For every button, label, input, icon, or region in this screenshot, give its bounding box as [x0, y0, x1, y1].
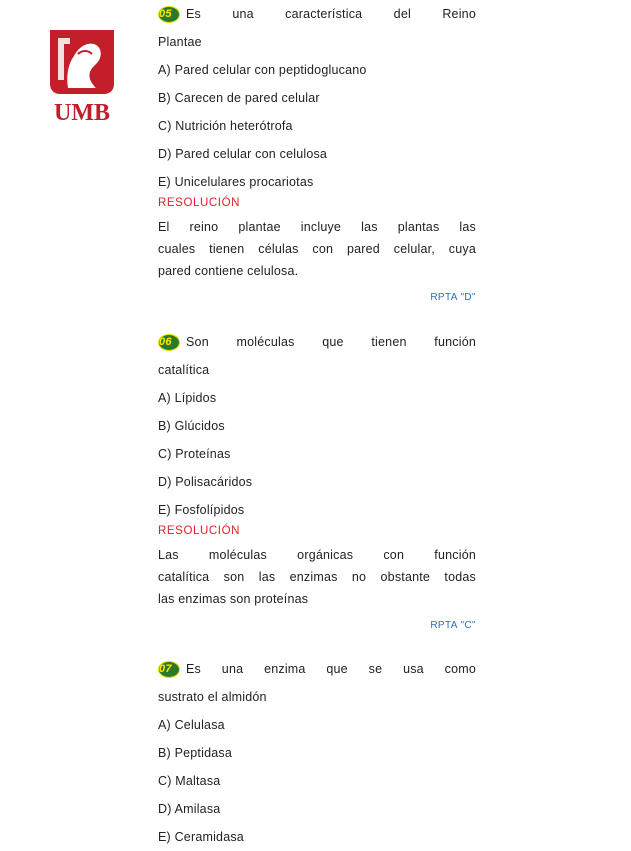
explanation-line: El reino plantae incluye las plantas las [158, 220, 476, 234]
question-number-badge: 05 [158, 6, 180, 23]
option-e: E) Unicelulares procariotas [158, 175, 314, 189]
question-line: 06 Son moléculas que tienen función [158, 328, 476, 356]
resolution-label: RESOLUCIÓN [158, 197, 241, 209]
option-d: D) Amilasa [158, 802, 221, 816]
option-b: B) Carecen de pared celular [158, 91, 320, 105]
explanation-line: las enzimas son proteínas [158, 592, 309, 606]
question-block-05 [158, 0, 476, 303]
option-c: C) Proteínas [158, 447, 231, 461]
option-b: B) Peptidasa [158, 746, 232, 760]
option-d: D) Polisacáridos [158, 475, 253, 489]
explanation-line: catalítica son las enzimas no obstante todas [158, 570, 476, 584]
explanation [158, 544, 476, 610]
umb-logo [44, 24, 120, 124]
explanation-line: pared contiene celulosa. [158, 264, 299, 278]
option-c: C) Nutrición heterótrofa [158, 119, 293, 133]
option-a: A) Lípidos [158, 391, 217, 405]
resolution-label: RESOLUCIÓN [158, 525, 241, 537]
option-e: E) Ceramidasa [158, 830, 244, 844]
option-b: B) Glúcidos [158, 419, 225, 433]
question-line: 07 Es una enzima que se usa como [158, 655, 476, 683]
answer-label: RPTA "D" [430, 292, 476, 303]
question-line: 05 Es una característica del Reino [158, 0, 476, 28]
option-d: D) Pared celular con celulosa [158, 147, 328, 161]
question-line: Plantae [158, 35, 202, 49]
svg-text:UMB: UMB [54, 100, 110, 124]
answer-label: RPTA "C" [430, 620, 476, 631]
question-number-badge: 07 [158, 661, 180, 678]
question-number-badge: 06 [158, 334, 180, 351]
explanation-line: cuales tienen células con pared celular, cuya [158, 242, 476, 256]
explanation-line: Las moléculas orgánicas con función [158, 548, 476, 562]
question-line: sustrato el almidón [158, 690, 267, 704]
question-line: catalítica [158, 363, 210, 377]
option-a: A) Celulasa [158, 718, 225, 732]
option-c: C) Maltasa [158, 774, 221, 788]
option-a: A) Pared celular con peptidoglucano [158, 63, 367, 77]
question-block-07 [158, 655, 476, 851]
question-block-06 [158, 328, 476, 631]
option-e: E) Fosfolípidos [158, 503, 245, 517]
explanation [158, 216, 476, 282]
